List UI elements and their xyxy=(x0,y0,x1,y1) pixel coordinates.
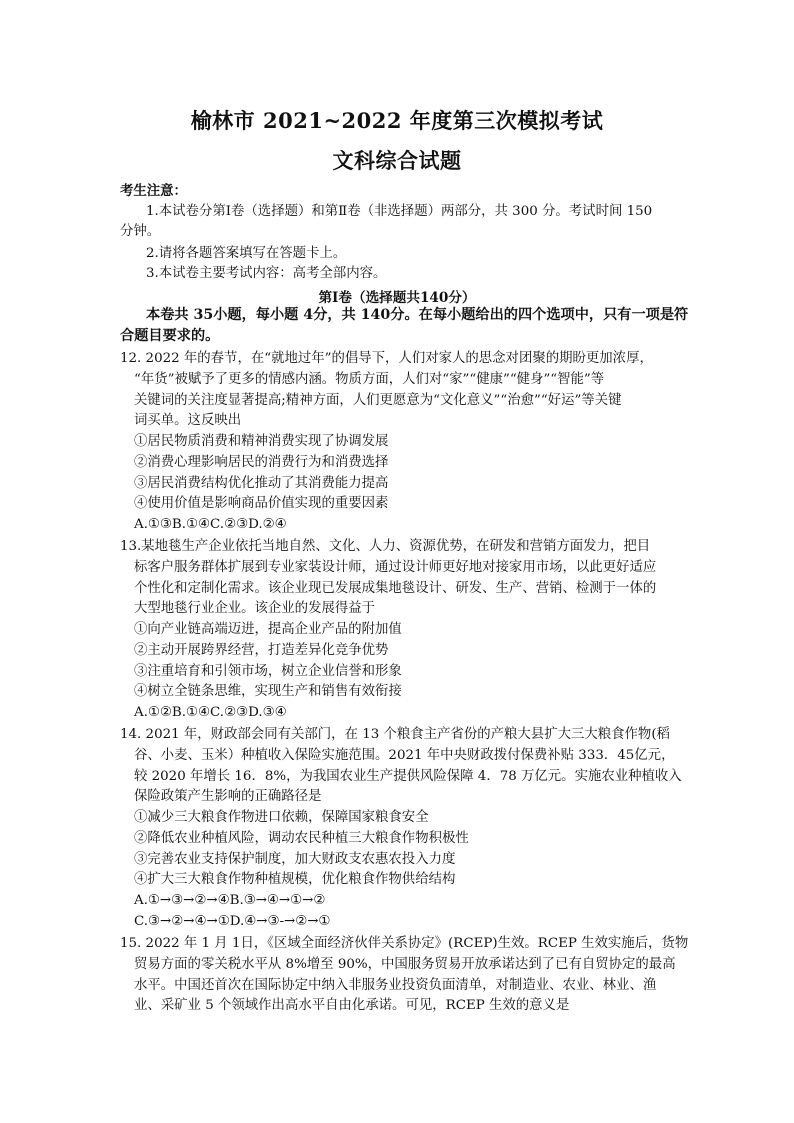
q14-option-4: ④扩大三大粮食作物种植规模，优化粮食作物供给结构 xyxy=(134,872,456,887)
q12-option-3: ③居民消费结构优化推动了其消费能力提高 xyxy=(134,476,389,491)
q13-stem-line-1: 13.某地毯生产企业依托当地自然、文化、人力、资源优势，在研发和营销方面发力，把目 xyxy=(120,539,651,554)
q15-stem-line-2: 贸易方面的零关税水平从 8%增至 90%，中国服务贸易开放承诺达到了已有自贸协定的最高 xyxy=(134,957,676,972)
exam-subtitle: 文科综合试题 xyxy=(332,148,462,173)
q12-stem-line-4: 词买单。这反映出 xyxy=(134,413,242,428)
q14-stem-line-4: 保险政策产生影响的正确路径是 xyxy=(134,789,322,804)
q12-stem-line-1: 12. 2022 年的春节，在“就地过年”的倡导下，人们对家人的思念对团聚的期盼更加浓厚， xyxy=(120,351,653,366)
q14-answers-2: C.③→②→④→①D.④→③-→②→① xyxy=(134,914,331,929)
q13-stem-line-4: 大型地毯行业企业。该企业的发展得益于 xyxy=(134,601,376,616)
q12-answers: A.①③B.①④C.②③D.②④ xyxy=(134,517,287,532)
notice-heading: 考生注意： xyxy=(120,183,187,199)
notice-item-2: 2.请将各题答案填写在答题卡上。 xyxy=(146,246,347,261)
q13-option-3: ③注重培育和引领市场，树立企业信誉和形象 xyxy=(134,664,402,679)
section-instruction-line-2: 合题目要求的。 xyxy=(120,328,220,344)
q15-stem-line-3: 水平。中国还首次在国际协定中纳入非服务业投资负面清单，对制造业、农业、林业、渔 xyxy=(134,978,657,993)
q12-option-2: ②消费心理影响居民的消费行为和消费选择 xyxy=(134,455,389,470)
q13-option-2: ②主动开展跨界经营，打造差异化竞争优势 xyxy=(134,643,389,658)
q13-stem-line-2: 标客户服务群体扩展到专业家装设计师，通过设计师更好地对接家用市场，以此更好适应 xyxy=(134,560,657,575)
q13-option-4: ④树立全链条思维，实现生产和销售有效衔接 xyxy=(134,684,402,699)
q13-option-1: ①向产业链高端迈进，提高企业产品的附加值 xyxy=(134,622,402,637)
q13-answers: A.①②B.①④C.②③D.③④ xyxy=(134,705,287,720)
section-title: 第Ⅰ卷（选择题共140分） xyxy=(318,290,476,306)
exam-title: 榆林市 2021~2022 年度第三次模拟考试 xyxy=(190,108,604,133)
q14-option-3: ③完善农业支持保护制度，加大财政支农惠农投入力度 xyxy=(134,852,456,867)
q12-option-4: ④使用价值是影响商品价值实现的重要因素 xyxy=(134,496,389,511)
q15-stem-line-1: 15. 2022 年 1 月 1日，《区域全面经济伙伴关系协定》(RCEP)生效。RCEP 生效实施后，货物 xyxy=(120,936,689,951)
q12-option-1: ①居民物质消费和精神消费实现了协调发展 xyxy=(134,434,389,449)
q12-stem-line-2: “年货”被赋予了更多的情感内涵。物质方面，人们对“家”“健康”“健身”“智能”等 xyxy=(134,372,605,387)
q15-stem-line-4: 业、采矿业 5 个领域作出高水平自由化承诺。可见，RCEP 生效的意义是 xyxy=(134,998,570,1013)
q12-stem-line-3: 关键词的关注度显著提高;精神方面，人们更愿意为“文化意义”“治愈”“好运”等关键 xyxy=(134,393,622,408)
notice-item-1-line-1: 1.本试卷分第Ⅰ卷（选择题）和第Ⅱ卷（非选择题）两部分，共 300 分。考试时间 150 xyxy=(146,204,653,219)
q14-answers-1: A.①→③→②→④B.③→④→①→② xyxy=(134,893,326,908)
q14-stem-line-2: 谷、小麦、玉米）种植收入保险实施范围。2021 年中央财政拨付保费补贴 333．45亿元， xyxy=(134,748,675,763)
q14-option-1: ①减少三大粮食作物进口依赖，保障国家粮食安全 xyxy=(134,810,429,825)
q14-stem-line-1: 14. 2021 年，财政部会同有关部门，在 13 个粮食主产省份的产粮大县扩大三大粮食作物(稻 xyxy=(120,727,670,742)
notice-item-1-line-2: 分钟。 xyxy=(120,224,161,239)
q14-option-2: ②降低农业种植风险，调动农民种植三大粮食作物积极性 xyxy=(134,831,469,846)
q13-stem-line-3: 个性化和定制化需求。该企业现已发展成集地毯设计、研发、生产、营销、检测于一体的 xyxy=(134,581,657,596)
q14-stem-line-3: 较 2020 年增长 16．8%，为我国农业生产提供风险保障 4．78 万亿元。实施农业种植收入 xyxy=(134,769,682,784)
section-instruction-line-1: 本卷共 35小题，每小题 4分，共 140分。在每小题给出的四个选项中，只有一项是符 xyxy=(146,307,689,323)
notice-item-3: 3.本试卷主要考试内容：高考全部内容。 xyxy=(146,266,387,281)
